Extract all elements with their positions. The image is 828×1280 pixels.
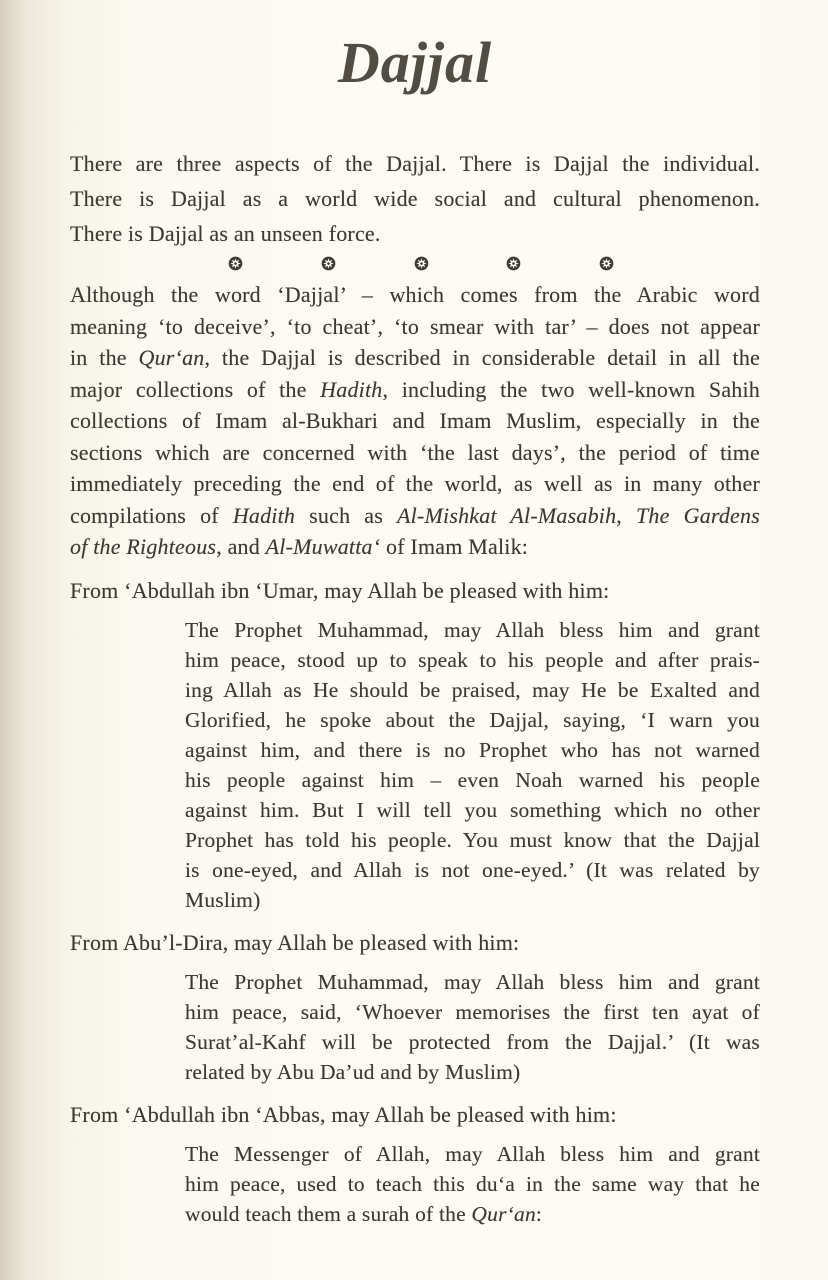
text-line [70, 575, 760, 607]
hadith-quote-2 [185, 967, 760, 1087]
text-segment: him peace, said, ‘Whoever memorises the first ten ayat of [185, 999, 760, 1024]
text-line [185, 1139, 760, 1169]
text-line [185, 855, 760, 885]
text-line [185, 1199, 760, 1229]
italic-text: Qur‘an [471, 1201, 536, 1226]
text-line [185, 1027, 760, 1057]
text-segment: would teach them a surah of the [185, 1201, 472, 1226]
text-segment: Muslim) [185, 887, 261, 912]
text-segment: The Prophet Muhammad, may Allah bless him and grant [185, 617, 760, 642]
text-segment: The Prophet Muhammad, may Allah bless him and grant [185, 969, 760, 994]
text-segment: him peace, used to teach this du‘a in the same way that he [185, 1171, 760, 1196]
text-line [185, 825, 760, 855]
italic-text: Hadith [232, 502, 296, 528]
italic-text: of the Righteous [70, 534, 217, 559]
italic-text: Qur‘an [138, 345, 205, 370]
text-segment: against him, and there is no Prophet who has not warned [185, 737, 760, 762]
text-line [70, 146, 760, 181]
text-line [70, 531, 760, 563]
text-line [185, 675, 760, 705]
text-segment: Prophet has told his people. You must know that the Dajjal [185, 827, 760, 852]
text-segment: related by Abu Da’ud and by Muslim) [185, 1059, 521, 1084]
page-title: Dajjal [337, 30, 493, 95]
text-line [70, 311, 760, 343]
text-line [70, 500, 760, 532]
text-segment: From ‘Abdullah ibn ‘Abbas, may Allah be pleased with him: [70, 1101, 617, 1127]
text-line [70, 437, 760, 469]
text-segment: is one-eyed, and Allah is not one-eyed.’ (It was related by [185, 857, 760, 882]
text-line [70, 1099, 760, 1131]
text-segment: in the [70, 345, 139, 370]
text-line [70, 927, 760, 959]
italic-text: Al-Muwatta‘ [265, 534, 381, 559]
text-segment: major collections of the [70, 376, 321, 402]
hadith-attribution-2 [70, 927, 760, 959]
text-segment: , and [216, 534, 266, 559]
text-line [185, 615, 760, 645]
text-segment: compilations of [70, 502, 233, 528]
text-segment: of Imam Malik: [380, 534, 529, 559]
text-line [70, 374, 760, 406]
text-segment: collections of Imam al-Bukhari and Imam Muslim, especially in the [70, 408, 760, 433]
opening-paragraph [70, 279, 760, 563]
text-line [185, 795, 760, 825]
text-line [70, 468, 760, 500]
hadith-attribution-1 [70, 575, 760, 607]
text-line [185, 1057, 760, 1087]
text-line [185, 967, 760, 997]
hadith-quote-1 [185, 615, 760, 915]
italic-text: The Gardens [636, 502, 760, 528]
text-segment: his people against him – even Noah warned his people [185, 767, 760, 792]
text-segment: against him. But I will tell you something which no other [185, 797, 760, 822]
text-line [185, 705, 760, 735]
text-line [185, 765, 760, 795]
text-segment: , the Dajjal is described in considerable detail in all the [204, 345, 761, 370]
text-segment: From Abu’l-Dira, may Allah be pleased with him: [70, 929, 520, 955]
hadith-quote-3 [185, 1139, 760, 1229]
italic-text: Al-Mishkat Al-Masabih [397, 502, 617, 528]
text-line [185, 735, 760, 765]
text-line [70, 216, 760, 251]
text-segment: him peace, stood up to speak to his people and after prais- [185, 647, 760, 672]
text-line [70, 279, 760, 311]
text-line [185, 885, 760, 915]
text-segment: There are three aspects of the Dajjal. There is Dajjal the individual. [70, 151, 760, 176]
text-segment: ing Allah as He should be praised, may He be Exalted and [185, 677, 760, 702]
text-line [70, 181, 760, 216]
content-blocks [70, 146, 760, 1229]
eight-point-star-in-circle-ornament [321, 256, 336, 271]
text-segment: There is Dajjal as a world wide social and cultural phenomenon. [70, 186, 760, 211]
text-segment: immediately preceding the end of the world, as well as in many other [70, 471, 760, 496]
eight-point-star-in-circle-ornament [599, 256, 614, 271]
text-segment: The Messenger of Allah, may Allah bless him and grant [185, 1141, 760, 1166]
text-line [185, 1169, 760, 1199]
text-segment: : [535, 1201, 543, 1226]
eight-point-star-in-circle-ornament [228, 256, 243, 271]
hadith-attribution-3 [70, 1099, 760, 1131]
ornament-row [228, 253, 614, 273]
text-segment: From ‘Abdullah ibn ‘Umar, may Allah be pleased with him: [70, 577, 610, 603]
text-segment: , including the two well-known Sahih [382, 376, 760, 402]
text-line [70, 342, 760, 374]
text-segment: Glorified, he spoke about the Dajjal, saying, ‘I warn you [185, 707, 760, 732]
text-segment: There is Dajjal as an unseen force. [70, 221, 381, 246]
italic-text: Hadith [320, 376, 383, 402]
text-line [185, 645, 760, 675]
intro-paragraph [70, 146, 760, 251]
text-line [70, 405, 760, 437]
text-line [185, 997, 760, 1027]
text-segment: meaning ‘to deceive’, ‘to cheat’, ‘to smear with tar’ – does not appear [70, 313, 760, 339]
text-segment: , [616, 502, 636, 528]
eight-point-star-in-circle-ornament [506, 256, 521, 271]
text-segment: such as [295, 502, 398, 528]
text-segment: Surat’al-Kahf will be protected from the Dajjal.’ (It was [185, 1029, 760, 1054]
text-segment: Although the word ‘Dajjal’ – which comes from the Arabic word [70, 282, 760, 307]
text-segment: sections which are concerned with ‘the last days’, the period of time [70, 439, 760, 465]
eight-point-star-in-circle-ornament [414, 256, 429, 271]
